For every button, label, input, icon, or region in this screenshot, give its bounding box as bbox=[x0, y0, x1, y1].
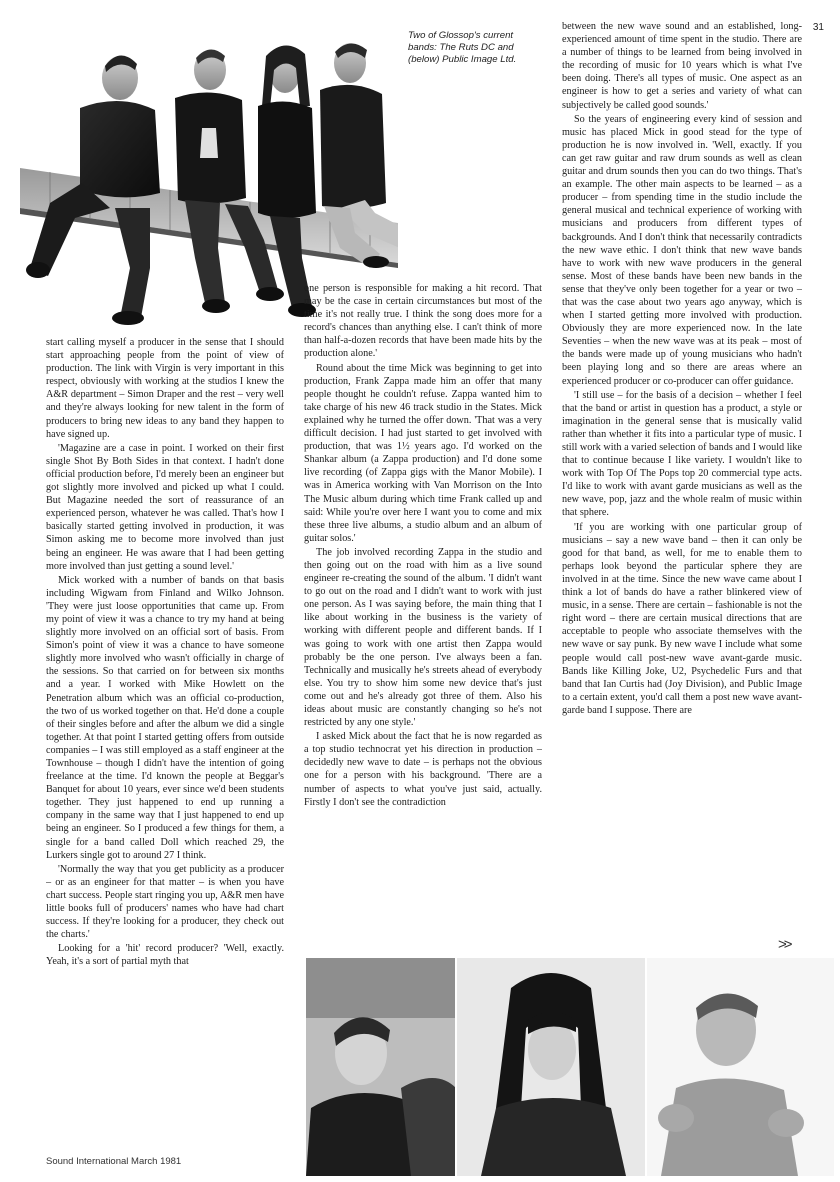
col3-paragraph: 'If you are working with one particular group of musicians – say a new wave band – then it can only be good for that band, as well, for me to enable them to perhaps look beyond the particular sphere they are involved in at the time. Since the new wave came about I think a lot of bands do have a rather blinkered view of music, in a sense. There are certain – fashionable is not the right word – there are certain musical directions that are acceptable to people who associate themselves with the new wave or say punk. By new wave I include what some people would call post-new wave avant-garde music. Bands like Killing Joke, U2, Psychedelic Furs and that band that Ian Curtis had (Joy Division), and Public Image to a certain extent, you'd call them a post new wave avant-garde band I suppose. There are bbox=[562, 521, 802, 716]
article-column-3 bbox=[562, 20, 802, 948]
article-column-2 bbox=[304, 282, 542, 950]
col3-paragraph: 'I still use – for the basis of a decision – whether I feel that the band or artist in question has a product, a style or imagination in the general sense that is musically valid rather than whether it fits into a particular type of music. I still work with a varied selection of bands and I would like that to continue because I like variety. I wouldn't like to work with Top Of The Pops top 20 commercial type acts. I'd like to work with avant garde musicians as well as the new wave, pop, jazz and the whole realm of music within that sphere. bbox=[562, 389, 802, 519]
col2-paragraph: The job involved recording Zappa in the studio and then going out on the road with him as a live sound engineer re-creating the sound of the album. 'I didn't want to go out on the road and I didn't want to work with just one person. As I was saying before, the main thing that I like about working in the business is the variety of working with different people and different bands. If I was going to work with one artist then Zappa would probably be the one person. I've always been a fan. Technically and musically he's streets ahead of everybody else. You try to show him some new device that's just come out and he's already got three of them. Also his ideas about music are constantly changing so he's not restricted by any one style.' bbox=[304, 546, 542, 729]
col3-paragraph: between the new wave sound and an established, long-experienced amount of time spent in the studio. There are a number of things to be learned from being involved in the recording of music for 10 years which is what I've been doing. There's all types of music. One aspect as an engineer is how to get a series and variety of what can subjectively be called good sounds.' bbox=[562, 21, 802, 111]
col1-paragraph: Looking for a 'hit' record producer? 'Well, exactly. Yeah, it's a sort of partial myth that bbox=[46, 943, 284, 968]
col2-paragraph: Round about the time Mick was beginning to get into production, Frank Zappa made him an offer that many people thought he couldn't refuse. Zappa wanted him to take charge of his new 46 track studio in the States. Mick explained why he turned the offer down. 'That was a very difficult decision. I had just started to get involved with production, that was 1½ years ago. I'd worked on the Shankar album (a Zappa production) and I'd done some live recording (of Zappa gigs with the Manor Mobile). I was in America working with Van Morrison on the Into The Music album during which time Frank called up and said: While you're over here I want you to come and mix these three live albums, a studio album and an album of guitar solos.' bbox=[304, 362, 542, 544]
col2-paragraph: one person is responsible for making a hit record. That may be the case in certain circumstances but most of the time it's not really true. I think the song does more for a record's chances than anything else. I can't think of more than half-a-dozen records that have been made hits by the production alone.' bbox=[304, 283, 542, 360]
continued-arrow-icon: >> bbox=[778, 936, 790, 953]
page-number: 31 bbox=[812, 22, 824, 33]
col1-paragraph: Mick worked with a number of bands on that basis including Wigwam from Finland and Wilko Johnson. 'They were just loose opportunities that came up. From my point of view it was a chance to try my hand at being slightly more involved on an official sort of basis. From Simon's point of view it was a chance to have someone slightly more involved who wasn't officially in charge of the sessions. So that carried on for between six months and a year. I worked with Mike Howlett on the Penetration album which was an official co-production, the two of us worked together on that. He'd done a couple of their singles before and after the album we did a single together. At that point I started getting offers from outside companies – I was still employed as a staff engineer at the Townhouse – though I didn't have the intention of going freelance at the time. I'd known the people at Beggar's Banquet for about 10 years, ever since we'd been students together. They just happened to end up running a company in the same way that I just happened to end up being an engineer. So I produced a few things for them, a single for a band called Doll which reached 29, the Lurkers single got to around 27 I think. bbox=[46, 574, 284, 861]
band-photo-bottom bbox=[306, 958, 834, 1176]
col1-paragraph: 'Normally the way that you get publicity as a producer – or as an engineer for that matter – is when you have chart success. People start ringing you up, A&R men have little books full of producers' names who have had chart success. If they're looking for a producer, they check out the charts.' bbox=[46, 863, 284, 941]
col3-paragraph: So the years of engineering every kind of session and music has placed Mick in good stead for the type of production he is now involved in. 'Well, exactly. If you can get raw guitar and raw drum sounds as well as clean guitar and drum sounds then you can do two things. That's an example. The other main aspects to be learned – as a producer – from spending time in the studio include the general musical and technical experience of working with musicians and producers from different types of backgrounds. And I don't think that necessarily contradicts the new wave ethic. I don't think that new wave bands have to work with new wave producers in the general sense. Most of these bands have been new bands in the sense that they've only been together for a year or two – that was the case about two years ago anyway, which is when I started getting more involved with production. Obviously they are more experienced now. In the late Seventies – when the new wave was at its peak – most of the bands were made up of young musicians who hadn't been playing long and so there are areas where an experienced producer or co-producer can offer guidance. bbox=[562, 113, 802, 387]
col2-paragraph: I asked Mick about the fact that he is now regarded as a top studio technocrat yet his direction in production – decidedly new wave to date – is perhaps not the obvious one for a person with his background. 'There are a number of aspects to what you've just said, actually. Firstly I don't see the contradiction bbox=[304, 731, 542, 808]
article-column-1 bbox=[46, 336, 284, 1148]
col1-paragraph: start calling myself a producer in the sense that I should start approaching people from the point of view of production. The link with Virgin is very important in this respect, obviously with working at the studios I knew the A&R department – Simon Draper and the rest – very well and they're always looking for new talent in the form of producers to bring new ideas to any band they happen to have signed up. bbox=[46, 337, 284, 440]
col1-paragraph: 'Magazine are a case in point. I worked on their first single Shot By Both Sides in that context. I hadn't done official production before, I'd merely been an engineer but got slightly more involved and picked up what I could. But Magazine needed the sort of reassurance of an experienced person, whatever he was called. That's how I basically started getting involved in production, it was Simon asking me to become more involved than just being an engineer. He was aware that I had been getting more involved than just getting a sound level.' bbox=[46, 442, 284, 572]
photo-caption: Two of Glossop's current bands: The Ruts DC and (below) Public Image Ltd. bbox=[408, 30, 517, 65]
page-footer: Sound International March 1981 bbox=[46, 1156, 182, 1167]
